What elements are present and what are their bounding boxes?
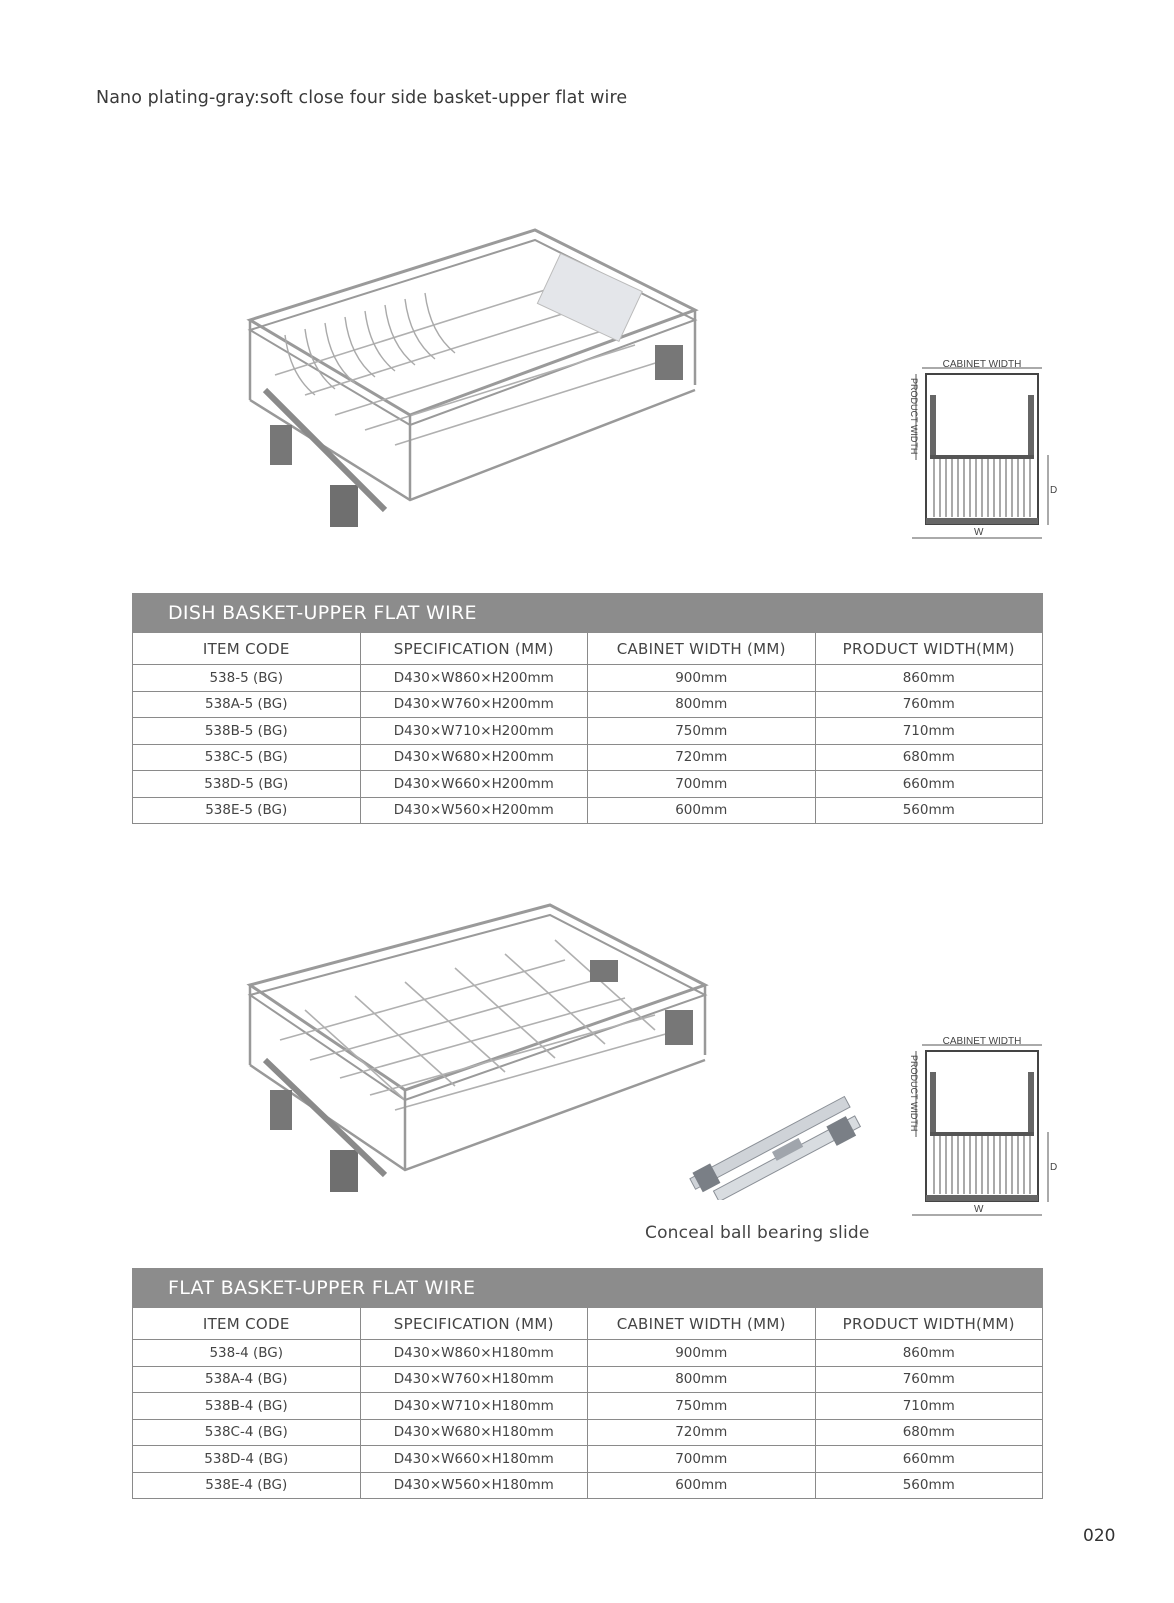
cell: 860mm (815, 1340, 1043, 1367)
cell: 750mm (588, 718, 816, 745)
cell: 900mm (588, 1340, 816, 1367)
cell: 538B-5 (BG) (133, 718, 361, 745)
table-header-row (133, 633, 1043, 665)
col-specification: SPECIFICATION (MM) (360, 1308, 588, 1340)
col-item-code: ITEM CODE (133, 633, 361, 665)
cell: 680mm (815, 1419, 1043, 1446)
product-width-label: PRODUCT WIDTH (909, 378, 919, 455)
col-specification: SPECIFICATION (MM) (360, 633, 588, 665)
cell: 600mm (588, 797, 816, 824)
cabinet-width-label: CABINET WIDTH (942, 360, 1022, 370)
cell: 560mm (815, 1472, 1043, 1499)
table-row (133, 665, 1043, 692)
cell: 710mm (815, 1393, 1043, 1420)
table-row (133, 771, 1043, 798)
page-number: 020 (1083, 1526, 1116, 1546)
cell: 538A-5 (BG) (133, 691, 361, 718)
table-row (133, 1366, 1043, 1393)
table-row (133, 1472, 1043, 1499)
cabinet-width-label: CABINET WIDTH (942, 1037, 1022, 1047)
slide-caption: Conceal ball bearing slide (645, 1223, 870, 1243)
depth-label: D (1050, 485, 1058, 496)
cell: 860mm (815, 665, 1043, 692)
col-product-width: PRODUCT WIDTH(MM) (815, 633, 1043, 665)
cell: 538D-5 (BG) (133, 771, 361, 798)
cell: 660mm (815, 1446, 1043, 1473)
dish-basket-image (245, 225, 715, 555)
dish-basket-table (132, 593, 1043, 824)
cell: 538A-4 (BG) (133, 1366, 361, 1393)
table-row (133, 1446, 1043, 1473)
col-cabinet-width: CABINET WIDTH (MM) (588, 633, 816, 665)
cell: D430×W660×H180mm (360, 1446, 588, 1473)
cell: 800mm (588, 691, 816, 718)
cell: 750mm (588, 1393, 816, 1420)
cell: 560mm (815, 797, 1043, 824)
dimension-diagram-1 (890, 360, 1060, 560)
cell: D430×W560×H200mm (360, 797, 588, 824)
product-width-label: PRODUCT WIDTH (909, 1055, 919, 1132)
cell: D430×W710×H180mm (360, 1393, 588, 1420)
table-header-row (133, 1308, 1043, 1340)
cell: 760mm (815, 691, 1043, 718)
cell: D430×W680×H180mm (360, 1419, 588, 1446)
cell: 538-5 (BG) (133, 665, 361, 692)
cell: 700mm (588, 1446, 816, 1473)
table-row (133, 797, 1043, 824)
flat-basket-image (245, 900, 715, 1220)
cell: 538-4 (BG) (133, 1340, 361, 1367)
table-row (133, 1419, 1043, 1446)
cell: 800mm (588, 1366, 816, 1393)
table-row (133, 1340, 1043, 1367)
cell: 710mm (815, 718, 1043, 745)
cell: D430×W680×H200mm (360, 744, 588, 771)
cell: 538C-5 (BG) (133, 744, 361, 771)
table-row (133, 1393, 1043, 1420)
cell: 538B-4 (BG) (133, 1393, 361, 1420)
table-row (133, 718, 1043, 745)
cell: D430×W860×H180mm (360, 1340, 588, 1367)
cell: D430×W660×H200mm (360, 771, 588, 798)
ball-bearing-slide-image (680, 1095, 870, 1200)
cell: D430×W760×H180mm (360, 1366, 588, 1393)
cell: 900mm (588, 665, 816, 692)
flat-basket-table (132, 1268, 1043, 1499)
cell: 538D-4 (BG) (133, 1446, 361, 1473)
depth-label: D (1050, 1162, 1058, 1173)
width-label: W (974, 1204, 984, 1215)
dimension-diagram-2 (890, 1037, 1060, 1237)
cell: 760mm (815, 1366, 1043, 1393)
cell: 720mm (588, 1419, 816, 1446)
width-label: W (974, 527, 984, 538)
table-row (133, 744, 1043, 771)
cell: D430×W760×H200mm (360, 691, 588, 718)
table-title: DISH BASKET-UPPER FLAT WIRE (133, 594, 1043, 633)
cell: 600mm (588, 1472, 816, 1499)
cell: 660mm (815, 771, 1043, 798)
col-cabinet-width: CABINET WIDTH (MM) (588, 1308, 816, 1340)
table-title: FLAT BASKET-UPPER FLAT WIRE (133, 1269, 1043, 1308)
cell: D430×W710×H200mm (360, 718, 588, 745)
cell: D430×W860×H200mm (360, 665, 588, 692)
cell: 700mm (588, 771, 816, 798)
table-row (133, 691, 1043, 718)
cell: 720mm (588, 744, 816, 771)
cell: 538C-4 (BG) (133, 1419, 361, 1446)
page-heading: Nano plating-gray:soft close four side basket-upper flat wire (96, 88, 628, 108)
cell: D430×W560×H180mm (360, 1472, 588, 1499)
cell: 538E-5 (BG) (133, 797, 361, 824)
cell: 538E-4 (BG) (133, 1472, 361, 1499)
cell: 680mm (815, 744, 1043, 771)
col-item-code: ITEM CODE (133, 1308, 361, 1340)
col-product-width: PRODUCT WIDTH(MM) (815, 1308, 1043, 1340)
